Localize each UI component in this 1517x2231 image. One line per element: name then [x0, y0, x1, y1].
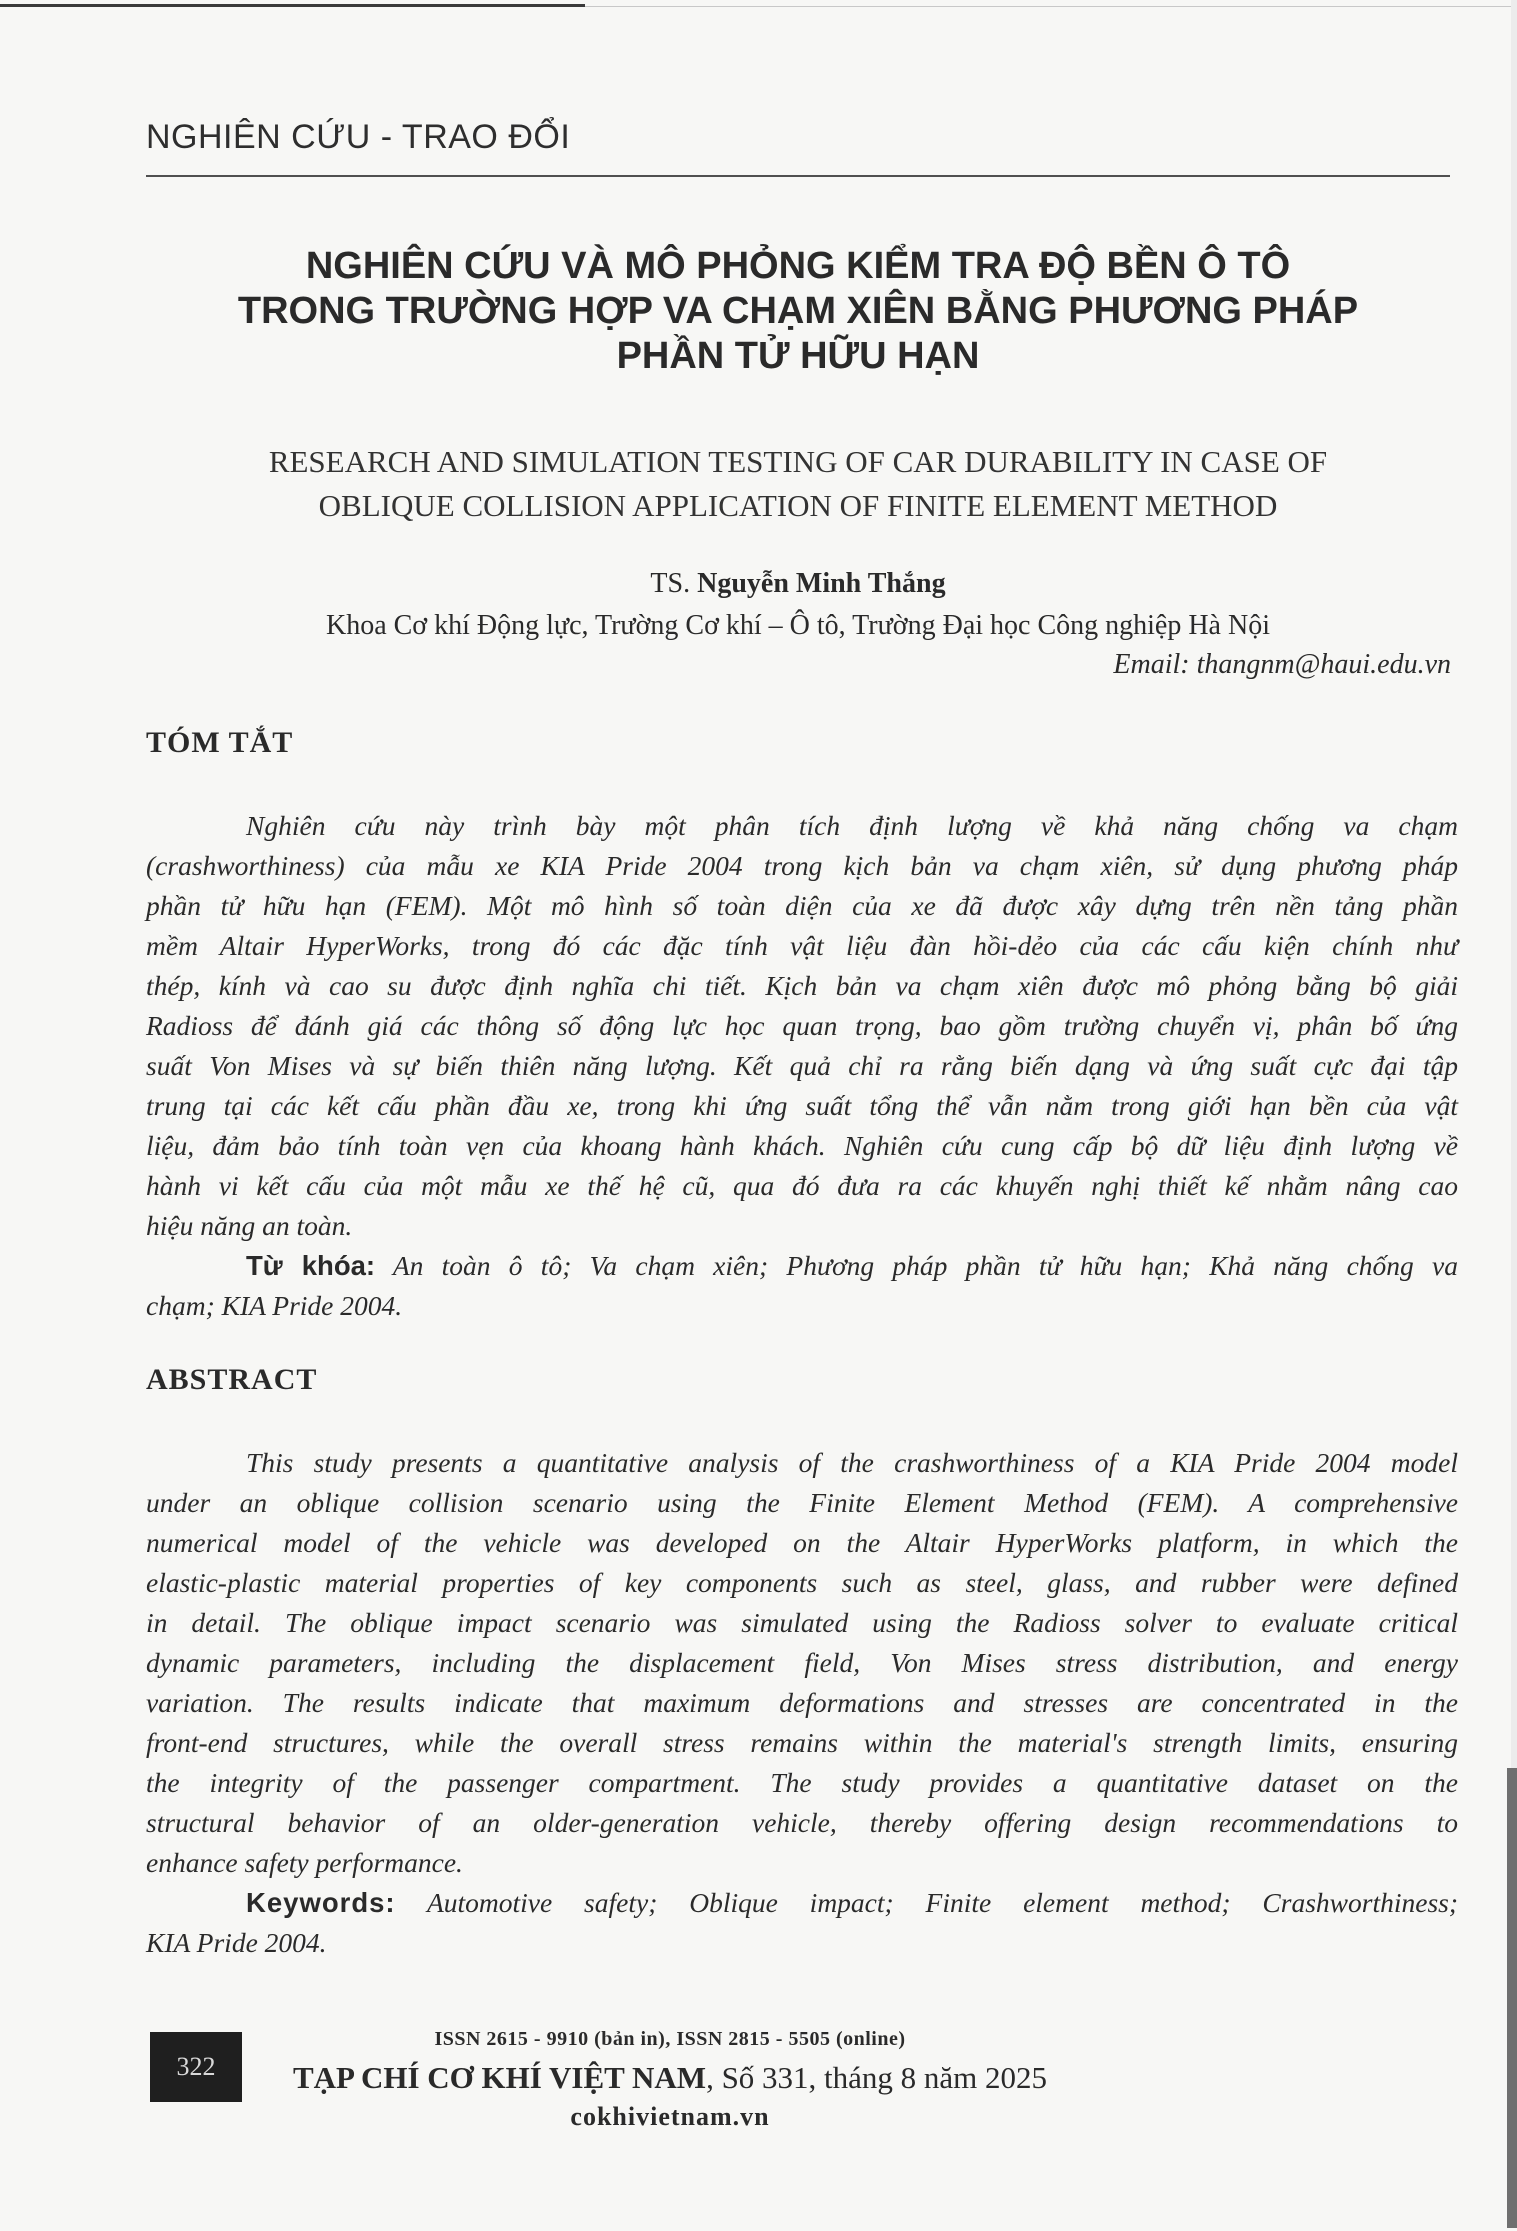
abstract-vi-line: Radioss để đánh giá các thông số động lực học quan trọng, bao gồm trường chuyển vị, phân bố ứng — [146, 1010, 1458, 1041]
keywords-vi-line: chạm; KIA Pride 2004. — [146, 1290, 403, 1321]
keywords-en-text: Automotive safety; Oblique impact; Finite element method; Crashworthiness; — [395, 1887, 1458, 1918]
abstract-vi-line: trung tại các kết cấu phần đầu xe, trong khi ứng suất tổng thể vẫn nằm trong giới hạn bền của vật — [146, 1090, 1458, 1121]
abstract-vi-line: liệu, đảm bảo tính toàn vẹn của khoang hành khách. Nghiên cứu cung cấp bộ dữ liệu định lượng về — [146, 1130, 1458, 1161]
abstract-vietnamese — [146, 806, 1458, 1326]
abstract-en-line: variation. The results indicate that maximum deformations and stresses are concentrated in the — [146, 1687, 1458, 1718]
section-header: NGHIÊN CỨU - TRAO ĐỔI — [146, 118, 571, 156]
abstract-vi-line: hành vi kết cấu của một mẫu xe thế hệ cũ, qua đó đưa ra các khuyến nghị thiết kế nhằm nâng cao — [146, 1170, 1458, 1201]
abstract-vi-line: hiệu năng an toàn. — [146, 1210, 353, 1241]
journal-issue: , Số 331, tháng 8 năm 2025 — [706, 2060, 1048, 2095]
author-prefix: TS. — [650, 568, 698, 599]
title-vi-line: PHẦN TỬ HỮU HẠN — [616, 335, 980, 377]
author-name: Nguyễn Minh Thắng — [697, 568, 946, 599]
abstract-en-line: the integrity of the passenger compartment. The study provides a quantitative dataset on the — [146, 1767, 1458, 1798]
abstract-en-line: structural behavior of an older-generation vehicle, thereby offering design recommendations to — [146, 1807, 1458, 1838]
abstract-en-line: front-end structures, while the overall stress remains within the material's strength limits, ensuring — [146, 1727, 1458, 1758]
heading-abstract: ABSTRACT — [146, 1363, 318, 1396]
title-vi-line: TRONG TRƯỜNG HỢP VA CHẠM XIÊN BẰNG PHƯƠNG PHÁP — [237, 290, 1359, 332]
author-line — [146, 566, 1450, 602]
abstract-en-line: numerical model of the vehicle was developed on the Altair HyperWorks platform, in which the — [146, 1527, 1458, 1558]
top-border-thin-rule — [585, 6, 1515, 7]
abstract-en-line: under an oblique collision scenario using the Finite Element Method (FEM). A comprehensive — [146, 1487, 1458, 1518]
keywords-vi-line — [146, 1246, 1458, 1286]
abstract-en-line: elastic-plastic material properties of key components such as steel, glass, and rubber were defined — [146, 1567, 1458, 1598]
abstract-en-line: dynamic parameters, including the displacement field, Von Mises stress distribution, and energy — [146, 1647, 1458, 1678]
title-en-line: RESEARCH AND SIMULATION TESTING OF CAR DURABILITY IN CASE OF — [268, 444, 1328, 479]
abstract-vi-line: mềm Altair HyperWorks, trong đó các đặc tính vật liệu đàn hồi-dẻo của các cấu kiện chính như — [146, 930, 1458, 961]
page-edge-shadow — [1511, 0, 1517, 1768]
heading-tomtat: TÓM TẮT — [146, 726, 294, 759]
abstract-vi-line: suất Von Mises và sự biến thiên năng lượng. Kết quả chỉ ra rằng biến dạng và ứng suất cực đại tập — [146, 1050, 1458, 1081]
abstract-en-line: in detail. The oblique impact scenario was simulated using the Radioss solver to evaluate critical — [146, 1607, 1458, 1638]
abstract-en-line: This study presents a quantitative analysis of the crashworthiness of a KIA Pride 2004 model — [246, 1447, 1458, 1478]
footer-website[interactable]: cokhivietnam.vn — [570, 2102, 770, 2131]
keywords-vi-text: An toàn ô tô; Va chạm xiên; Phương pháp phần tử hữu hạn; Khả năng chống va — [375, 1250, 1458, 1281]
journal-name: TẠP CHÍ CƠ KHÍ VIỆT NAM — [292, 2060, 707, 2095]
abstract-en-line: enhance safety performance. — [146, 1847, 463, 1878]
footer-issn: ISSN 2615 - 9910 (bản in), ISSN 2815 - 5505 (online) — [434, 2028, 906, 2050]
keywords-en-line — [146, 1883, 1458, 1923]
abstract-vi-line: thép, kính và cao su được định nghĩa chi tiết. Kịch bản va chạm xiên được mô phỏng bằng bộ giải — [146, 970, 1458, 1001]
title-english — [146, 440, 1450, 528]
header-rule — [146, 175, 1450, 177]
footer-journal — [270, 2060, 1070, 2096]
keywords-vi-label: Từ khóa: — [246, 1250, 376, 1281]
abstract-english — [146, 1443, 1458, 1963]
page-number: 322 — [150, 2032, 242, 2102]
author-affiliation: Khoa Cơ khí Động lực, Trường Cơ khí – Ô tô, Trường Đại học Công nghiệp Hà Nội — [325, 610, 1270, 641]
page-edge-bar — [1507, 1768, 1517, 2228]
keywords-en-line: KIA Pride 2004. — [146, 1927, 327, 1958]
abstract-vi-line: phần tử hữu hạn (FEM). Một mô hình số toàn diện của xe đã được xây dựng trên nền tảng phần — [146, 890, 1458, 921]
title-en-line: OBLIQUE COLLISION APPLICATION OF FINITE ELEMENT METHOD — [318, 488, 1278, 523]
keywords-en-label: Keywords: — [246, 1887, 396, 1918]
top-border-rule — [0, 4, 585, 7]
abstract-vi-line: (crashworthiness) của mẫu xe KIA Pride 2004 trong kịch bản va chạm xiên, sử dụng phương pháp — [146, 850, 1458, 881]
author-email: Email: thangnm@haui.edu.vn — [1113, 649, 1451, 680]
abstract-vi-line: Nghiên cứu này trình bày một phân tích định lượng về khả năng chống va chạm — [246, 810, 1458, 841]
title-vietnamese — [146, 244, 1450, 379]
title-vi-line: NGHIÊN CỨU VÀ MÔ PHỎNG KIỂM TRA ĐỘ BỀN Ô TÔ — [305, 245, 1291, 287]
